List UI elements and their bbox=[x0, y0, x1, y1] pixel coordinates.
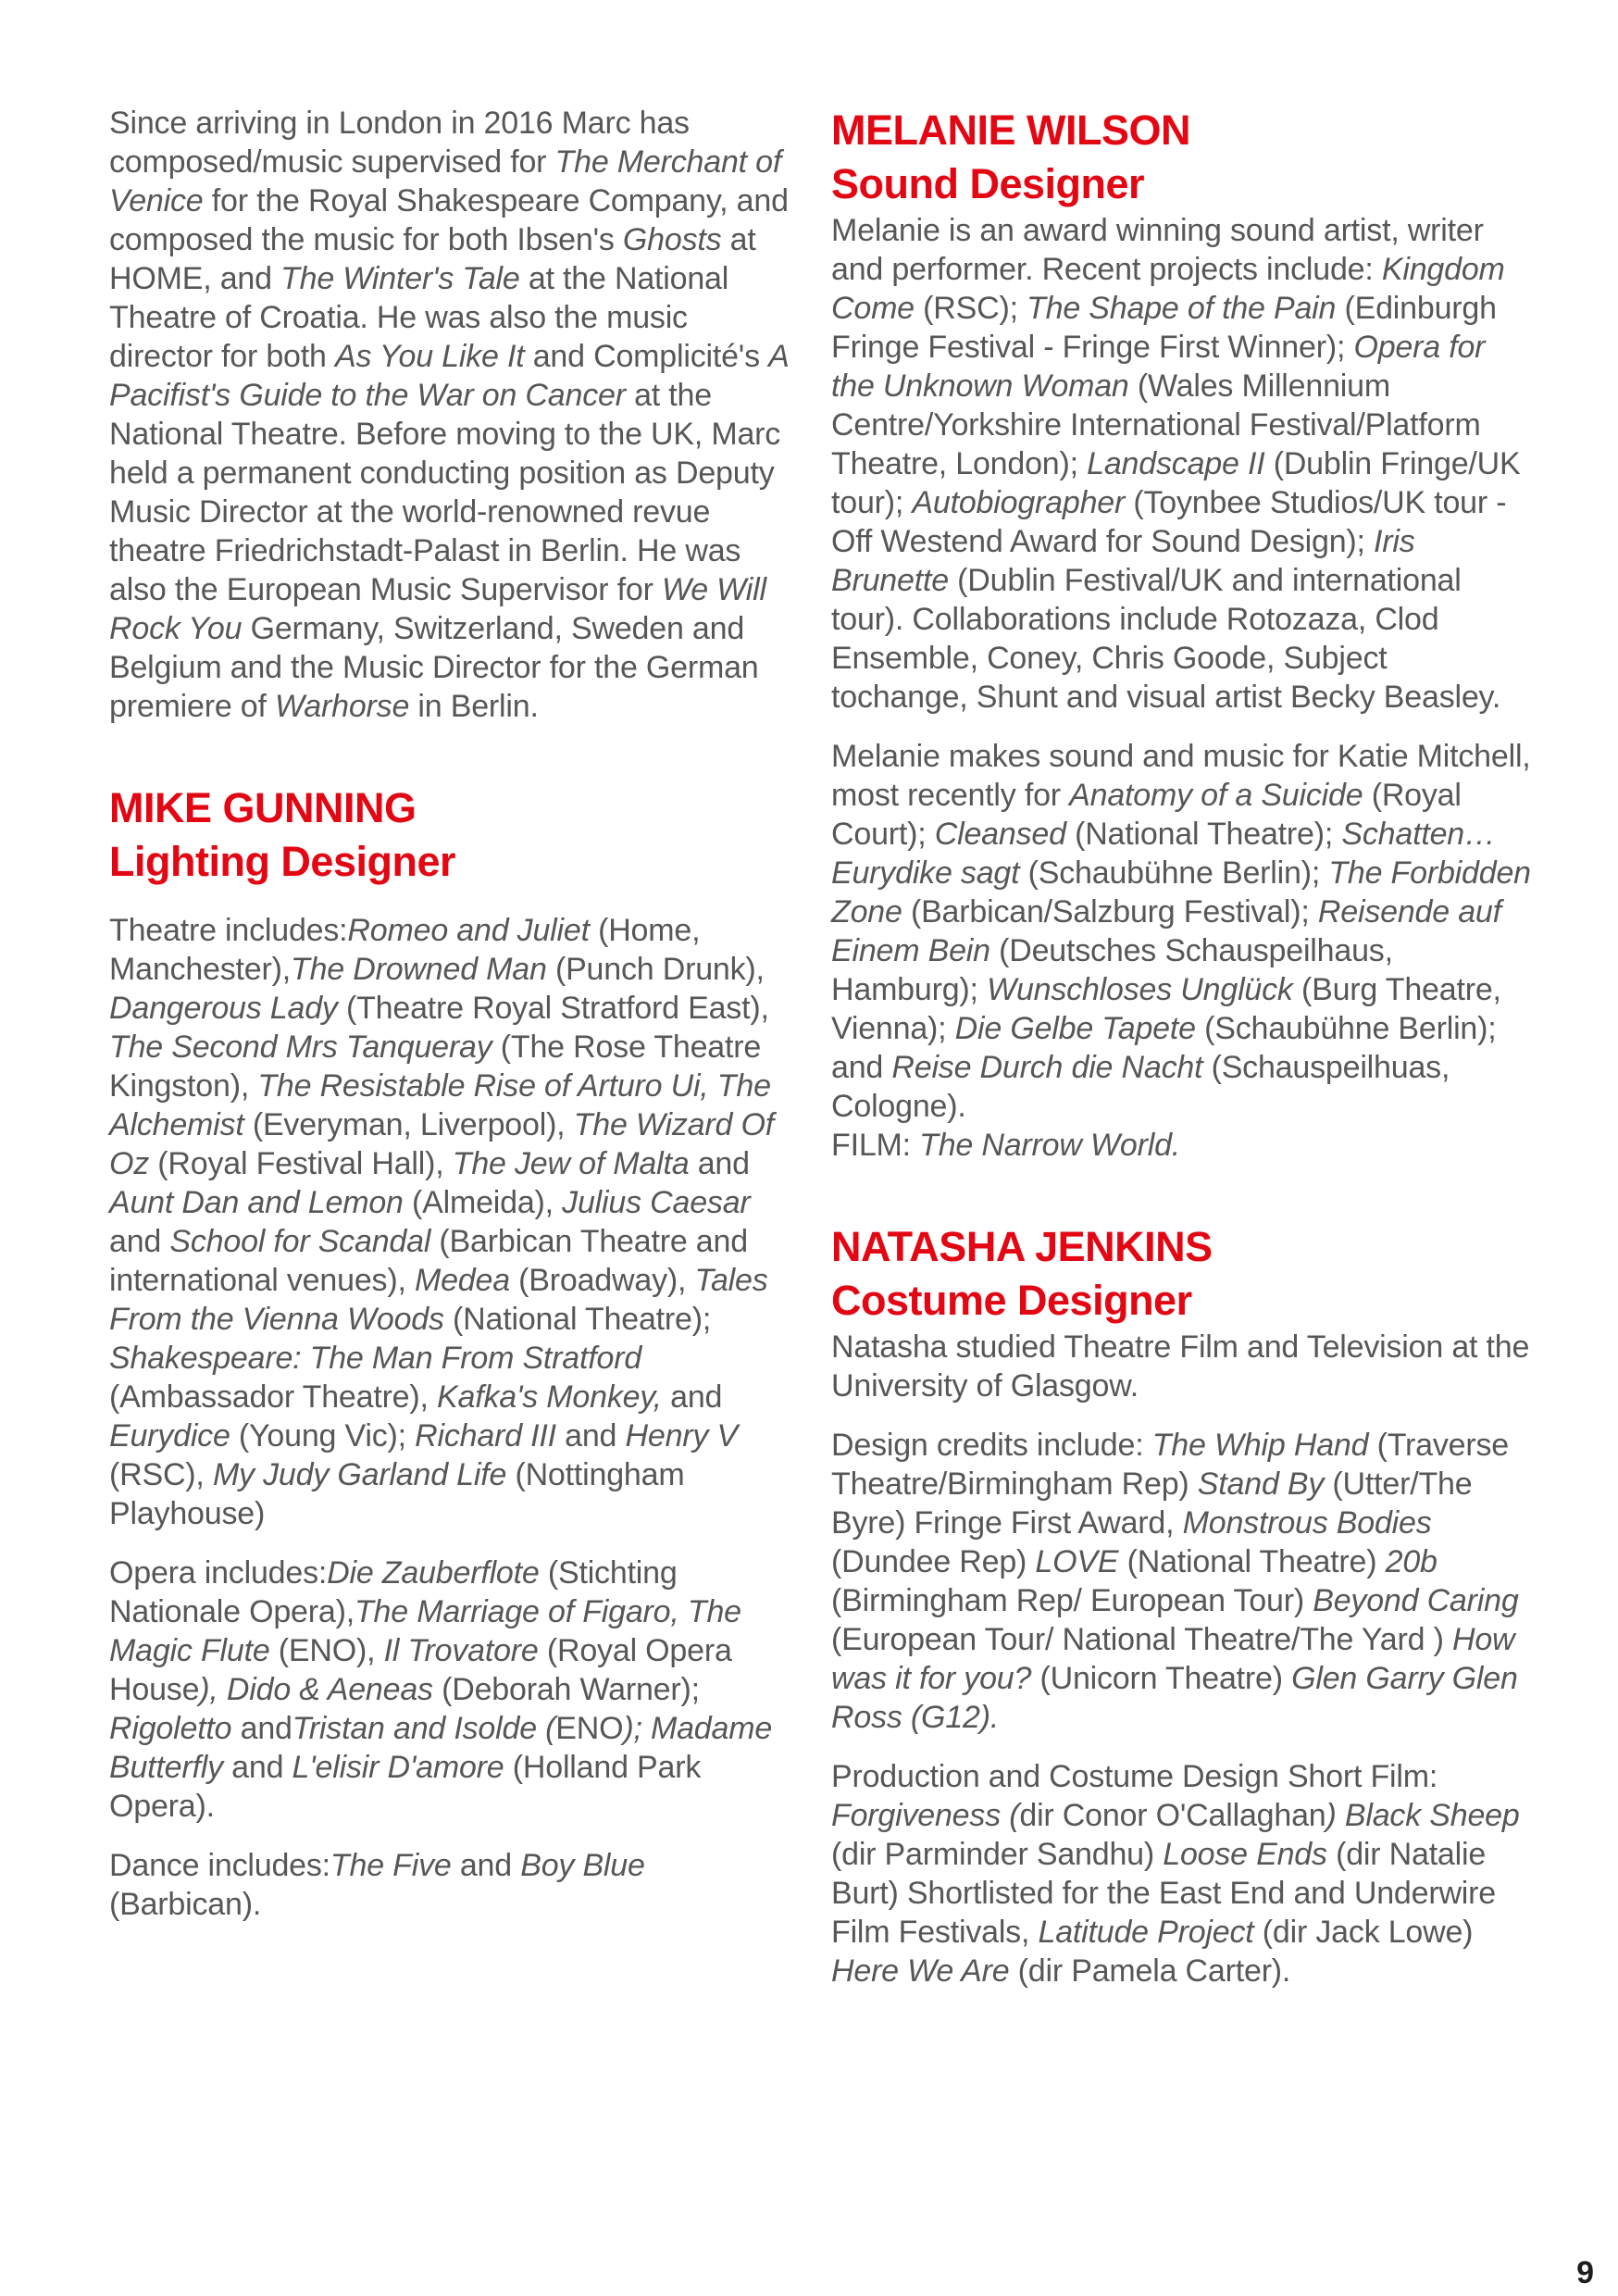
italic-title-text: The Forbidden Zone bbox=[831, 855, 1531, 930]
body-text: (ENO), bbox=[269, 1633, 384, 1668]
body-text: and bbox=[231, 1711, 292, 1746]
italic-title-text: Warhorse bbox=[275, 689, 410, 724]
body-text: (RSC); bbox=[914, 291, 1027, 326]
body-text: Opera includes: bbox=[109, 1555, 328, 1591]
italic-title-text: School for Scandal bbox=[169, 1224, 431, 1259]
italic-title-text: The Merchant of Venice bbox=[109, 144, 782, 218]
italic-title-text: Aunt Dan and Lemon bbox=[109, 1185, 404, 1220]
body-text: (National Theatre) bbox=[1118, 1544, 1386, 1579]
mike-gunning-name: MIKE GUNNING bbox=[109, 784, 417, 831]
italic-title-text: Here We Are bbox=[831, 1953, 1010, 1989]
italic-title-text: ) Black Sheep bbox=[1326, 1798, 1520, 1833]
italic-title-text: Shakespeare: The Man From Stratford bbox=[109, 1341, 642, 1376]
body-text: (dir Parminder Sandhu) bbox=[831, 1837, 1164, 1872]
body-text: (Almeida), bbox=[403, 1185, 563, 1220]
body-text: ENO bbox=[555, 1711, 624, 1746]
natasha-credits-paragraph bbox=[831, 1426, 1531, 1737]
italic-title-text: Glen Garry Glen Ross (G12). bbox=[831, 1661, 1518, 1735]
italic-title-text: Julius Caesar bbox=[562, 1185, 751, 1220]
melanie-wilson-name: MELANIE WILSON bbox=[831, 106, 1190, 154]
body-text: at the National Theatre of Croatia. He was also the music director for both bbox=[109, 261, 729, 374]
italic-title-text: Wunschloses Unglück bbox=[987, 972, 1293, 1007]
right-column bbox=[831, 104, 1531, 2011]
body-text: Since arriving in London in 2016 Marc has composed/music supervised for bbox=[109, 106, 690, 180]
body-text: (Home, Manchester), bbox=[109, 913, 701, 987]
italic-title-text: Richard III bbox=[415, 1418, 556, 1454]
body-text: (Schauspeilhuas, Cologne). bbox=[831, 1050, 1450, 1124]
body-text: Theatre includes: bbox=[109, 913, 348, 948]
italic-title-text: LOVE bbox=[1035, 1544, 1119, 1579]
melanie-film-paragraph bbox=[831, 1126, 1531, 1165]
italic-title-text: Ghosts bbox=[622, 222, 722, 257]
italic-title-text: My Judy Garland Life bbox=[212, 1457, 507, 1492]
italic-title-text: Opera for the Unknown Woman bbox=[831, 330, 1486, 404]
body-text: (Ambassador Theatre), bbox=[109, 1379, 438, 1415]
italic-title-text: Latitude Project bbox=[1038, 1915, 1254, 1950]
italic-title-text: The Whip Hand bbox=[1151, 1428, 1369, 1463]
italic-title-text: The Marriage of Figaro, The Magic Flute bbox=[109, 1594, 741, 1668]
body-text: dir Conor O'Callaghan bbox=[1019, 1798, 1326, 1833]
body-text: (RSC), bbox=[109, 1457, 213, 1492]
body-text: (Everyman, Liverpool), bbox=[243, 1107, 574, 1142]
italic-title-text: How was it for you? bbox=[831, 1622, 1515, 1696]
mike-theatre-paragraph bbox=[109, 911, 794, 1533]
body-text: (Stichting Nationale Opera), bbox=[109, 1555, 678, 1629]
body-text: FILM: bbox=[831, 1128, 920, 1163]
body-text: (Barbican). bbox=[109, 1887, 262, 1922]
italic-title-text: Rigoletto bbox=[109, 1711, 232, 1746]
italic-title-text: ), Dido & Aeneas bbox=[199, 1672, 433, 1707]
body-text: (Dublin Festival/UK and international tour). Collaborations include Rotozaza, Clod Ensemble, Coney, Chris Goode, Subject tochange, Shunt and visual artist Becky Beasley. bbox=[831, 563, 1501, 715]
italic-title-text: ); Madame Butterfly bbox=[109, 1711, 773, 1785]
italic-title-text: Schatten… Eurydike sagt bbox=[831, 817, 1496, 891]
italic-title-text: The Second Mrs Tanqueray bbox=[109, 1029, 492, 1065]
melanie-bio-paragraph bbox=[831, 211, 1531, 717]
body-text: (Wales Millennium Centre/Yorkshire International Festival/Platform Theatre, London); bbox=[831, 368, 1481, 481]
body-text: Production and Costume Design Short Film: bbox=[831, 1759, 1438, 1794]
italic-title-text: Die Zauberflote bbox=[327, 1555, 540, 1591]
italic-title-text: Medea bbox=[414, 1263, 510, 1298]
body-text: (Deborah Warner); bbox=[432, 1672, 700, 1707]
italic-title-text: Il Trovatore bbox=[383, 1633, 539, 1668]
body-text: (Royal Court); bbox=[831, 778, 1462, 852]
natasha-jenkins-role: Costume Designer bbox=[831, 1277, 1192, 1324]
section-spacer bbox=[831, 1185, 1531, 1220]
heading-spacer bbox=[109, 889, 794, 911]
page-number: 9 bbox=[1576, 2255, 1594, 2290]
body-text: (Theatre Royal Stratford East), bbox=[337, 991, 769, 1026]
body-text: (National Theatre); bbox=[1065, 817, 1342, 852]
italic-title-text: Autobiographer bbox=[912, 485, 1126, 520]
melanie-mitchell-paragraph bbox=[831, 737, 1531, 1126]
body-text: Natasha studied Theatre Film and Television at the University of Glasgow. bbox=[831, 1329, 1530, 1404]
italic-title-text: The Jew of Malta bbox=[452, 1146, 690, 1181]
italic-title-text: Die Gelbe Tapete bbox=[954, 1011, 1196, 1046]
italic-title-text: Eurydice bbox=[109, 1418, 230, 1454]
body-text: in Berlin. bbox=[409, 689, 539, 724]
body-text: (dir Pamela Carter). bbox=[1009, 1953, 1291, 1989]
body-text: (Dundee Rep) bbox=[831, 1544, 1036, 1579]
body-text: (Deutsches Schauspeilhaus, Hamburg); bbox=[831, 933, 1393, 1007]
body-text: Germany, Switzerland, Sweden and Belgium and the Music Director for the German premiere of bbox=[109, 611, 759, 724]
italic-title-text: Cleansed bbox=[934, 817, 1066, 852]
italic-title-text: The Drowned Man bbox=[291, 952, 547, 987]
body-text: and bbox=[689, 1146, 750, 1181]
body-text: (Barbican/Salzburg Festival); bbox=[902, 894, 1318, 930]
body-text: and bbox=[109, 1224, 170, 1259]
body-text: (Edinburgh Fringe Festival - Fringe First Winner); bbox=[831, 291, 1497, 365]
body-text: (Birmingham Rep/ European Tour) bbox=[831, 1583, 1313, 1618]
body-text: (Burg Theatre, Vienna); bbox=[831, 972, 1501, 1046]
body-text: Melanie makes sound and music for Katie Mitchell, most recently for bbox=[831, 739, 1531, 813]
body-text: at HOME, and bbox=[109, 222, 756, 296]
italic-title-text: L'elisir D'amore bbox=[292, 1750, 504, 1785]
natasha-jenkins-name: NATASHA JENKINS bbox=[831, 1223, 1213, 1270]
italic-title-text: Landscape II bbox=[1087, 446, 1265, 481]
italic-title-text: Henry V bbox=[625, 1418, 738, 1454]
body-text: Design credits include: bbox=[831, 1428, 1152, 1463]
body-text: Dance includes: bbox=[109, 1848, 330, 1883]
body-text: at the National Theatre. Before moving to the UK, Marc held a permanent conducting position as Deputy Music Director at the world-renowned revue theatre Friedrichstadt-Palast in Berlin. He was also the European Music Supervisor for bbox=[109, 378, 781, 607]
body-text: (Utter/The Byre) Fringe First Award, bbox=[831, 1466, 1473, 1541]
body-text: (Barbican Theatre and international venues), bbox=[109, 1224, 748, 1298]
mike-gunning-role: Lighting Designer bbox=[109, 838, 455, 885]
body-text: (Dublin Fringe/UK tour); bbox=[831, 446, 1521, 520]
italic-title-text: 20b bbox=[1385, 1544, 1438, 1579]
body-text: (Toynbee Studios/UK tour - Off Westend Award for Sound Design); bbox=[831, 485, 1507, 559]
mike-dance-paragraph bbox=[109, 1846, 794, 1924]
italic-title-text: Romeo and Juliet bbox=[347, 913, 590, 948]
body-text: (Royal Festival Hall), bbox=[149, 1146, 453, 1181]
body-text: (Nottingham Playhouse) bbox=[109, 1457, 685, 1531]
body-text: and Complicité's bbox=[524, 339, 769, 374]
body-text: (dir Natalie Burt) Shortlisted for the East End and Underwire Film Festivals, bbox=[831, 1837, 1496, 1950]
body-text: for the Royal Shakespeare Company, and composed the music for both Ibsen's bbox=[109, 183, 789, 257]
body-text: and bbox=[555, 1418, 626, 1454]
italic-title-text: A Pacifist's Guide to the War on Cancer bbox=[109, 339, 789, 413]
italic-title-text: Iris Brunette bbox=[831, 524, 1415, 598]
italic-title-text: Dangerous Lady bbox=[109, 991, 338, 1026]
body-text: (Royal Opera House bbox=[109, 1633, 732, 1707]
body-text: (The Rose Theatre Kingston), bbox=[109, 1029, 762, 1104]
body-text: and bbox=[222, 1750, 292, 1785]
body-text: (Broadway), bbox=[509, 1263, 695, 1298]
italic-title-text: The Wizard Of Oz bbox=[109, 1107, 774, 1181]
italic-title-text: The Winter's Tale bbox=[280, 261, 520, 296]
italic-title-text: We Will Rock You bbox=[109, 572, 766, 646]
body-text: (Holland Park Opera). bbox=[109, 1750, 702, 1824]
italic-title-text: Monstrous Bodies bbox=[1182, 1505, 1432, 1541]
body-text: and bbox=[661, 1379, 723, 1415]
body-text: (Unicorn Theatre) bbox=[1031, 1661, 1292, 1696]
italic-title-text: The Shape of the Pain bbox=[1027, 291, 1337, 326]
italic-title-text: Beyond Caring bbox=[1313, 1583, 1519, 1618]
italic-title-text: Tristan and Isolde ( bbox=[292, 1711, 556, 1746]
body-text: (Schaubühne Berlin); and bbox=[831, 1011, 1497, 1085]
left-column bbox=[109, 104, 794, 1944]
italic-title-text: As You Like It bbox=[334, 339, 525, 374]
italic-title-text: The Five bbox=[330, 1848, 452, 1883]
italic-title-text: The Resistable Rise of Arturo Ui, The Alchemist bbox=[109, 1068, 771, 1142]
italic-title-text: Kingdom Come bbox=[831, 252, 1505, 326]
italic-title-text: Anatomy of a Suicide bbox=[1069, 778, 1363, 813]
mike-opera-paragraph bbox=[109, 1554, 794, 1826]
italic-title-text: Boy Blue bbox=[520, 1848, 645, 1883]
italic-title-text: Tales From the Vienna Woods bbox=[109, 1263, 768, 1337]
body-text: (European Tour/ National Theatre/The Yard ) bbox=[831, 1622, 1452, 1657]
body-text: and bbox=[451, 1848, 521, 1883]
italic-title-text: Loose Ends bbox=[1163, 1837, 1327, 1872]
italic-title-text: The Narrow World. bbox=[919, 1128, 1181, 1163]
natasha-study-paragraph bbox=[831, 1328, 1531, 1405]
italic-title-text: Forgiveness ( bbox=[831, 1798, 1020, 1833]
italic-title-text: Kafka's Monkey, bbox=[437, 1379, 662, 1415]
body-text: (National Theatre); bbox=[443, 1302, 712, 1337]
body-text: (Traverse Theatre/Birmingham Rep) bbox=[831, 1428, 1509, 1502]
melanie-wilson-role: Sound Designer bbox=[831, 160, 1145, 207]
section-spacer bbox=[109, 746, 794, 781]
marc-bio-paragraph bbox=[109, 104, 794, 726]
body-text: Melanie is an award winning sound artist, writer and performer. Recent projects include: bbox=[831, 213, 1484, 287]
body-text: (Punch Drunk), bbox=[546, 952, 765, 987]
italic-title-text: Stand By bbox=[1197, 1466, 1325, 1502]
body-text: (Young Vic); bbox=[230, 1418, 416, 1454]
natasha-film-paragraph bbox=[831, 1757, 1531, 1990]
body-text: (Schaubühne Berlin); bbox=[1019, 855, 1329, 891]
italic-title-text: Reise Durch die Nacht bbox=[891, 1050, 1203, 1085]
body-text: (dir Jack Lowe) bbox=[1253, 1915, 1474, 1950]
italic-title-text: Reisende auf Einem Bein bbox=[831, 894, 1501, 968]
